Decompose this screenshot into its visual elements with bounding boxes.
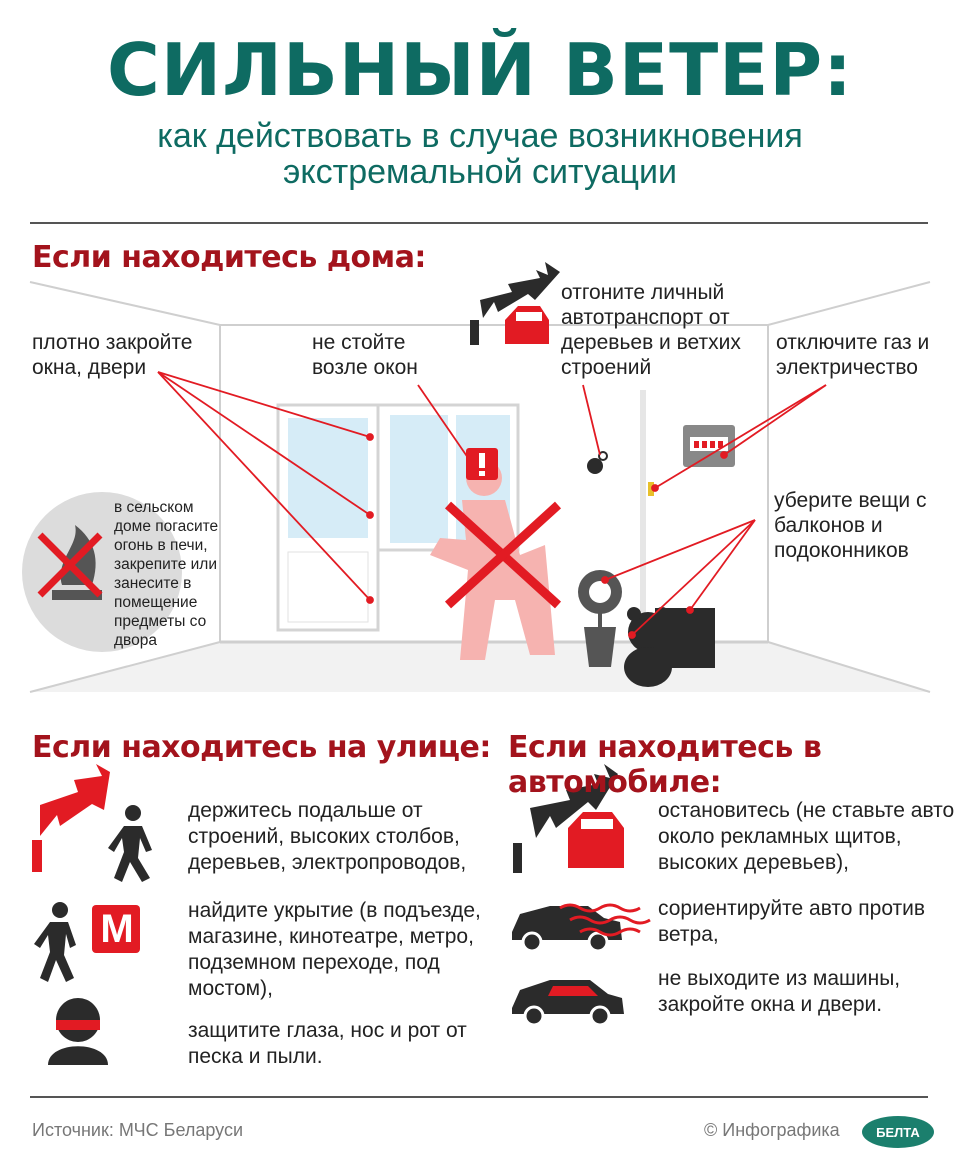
bottom-divider <box>30 1096 928 1098</box>
walking-person-icon <box>108 805 152 882</box>
note-line: электричество <box>776 356 918 379</box>
item-line: закройте окна и двери. <box>658 993 883 1016</box>
item-line: ветра, <box>658 923 719 946</box>
note-line: строений <box>561 356 652 379</box>
note-line: подоконников <box>774 539 909 562</box>
car-item-3 <box>658 966 900 1018</box>
item-line: высоких деревьев), <box>658 851 849 874</box>
box-icon <box>655 608 715 668</box>
rural-line: закрепите или <box>114 556 218 573</box>
masked-face-icon <box>48 998 108 1065</box>
note-rural <box>114 498 218 650</box>
note-line: отключите газ и <box>776 331 930 354</box>
closed-car-icon <box>512 980 624 1025</box>
street-item-1 <box>188 798 466 876</box>
note-line: деревьев и ветхих <box>561 331 741 354</box>
tree-over-car-icon <box>470 262 560 345</box>
subtitle-line-1: как действовать в случае возникновения <box>157 117 803 155</box>
item-line: мостом), <box>188 977 273 1000</box>
car-keys-icon <box>587 452 607 474</box>
note-line: плотно закройте <box>32 331 193 354</box>
note-stand <box>312 330 418 380</box>
item-line: строений, высоких столбов, <box>188 825 460 848</box>
car-heading: Если находитесь в автомобиле: <box>508 730 822 800</box>
warning-icon <box>466 448 498 480</box>
page-title: СИЛЬНЫЙ ВЕТЕР: <box>107 28 853 112</box>
source-text: Источник: МЧС Беларуси <box>32 1120 244 1140</box>
rural-line: предметы со <box>114 613 207 630</box>
item-line: магазине, кинотеатре, метро, <box>188 925 474 948</box>
note-line: балконов и <box>774 514 883 537</box>
credit-text: © Инфографика <box>704 1120 840 1140</box>
note-line: не стойте <box>312 331 406 354</box>
rural-line: двора <box>114 632 157 649</box>
street-heading: Если находитесь на улице: <box>32 730 491 765</box>
note-line: уберите вещи с <box>774 489 927 512</box>
item-line: защитите глаза, нос и рот от <box>188 1019 467 1042</box>
note-gas <box>776 330 929 380</box>
note-balcony <box>774 488 926 563</box>
item-line: сориентируйте авто против <box>658 897 926 920</box>
rural-line: помещение <box>114 594 198 611</box>
item-line: около рекламных щитов, <box>658 825 902 848</box>
note-line: отгоните личный <box>561 281 725 304</box>
note-line: автотранспорт от <box>561 306 730 329</box>
car-against-wind-icon <box>512 905 650 951</box>
rural-line: занесите в <box>114 575 192 592</box>
item-line: не выходите из машины, <box>658 967 901 990</box>
home-heading: Если находитесь дома: <box>32 240 426 275</box>
rural-line: в сельском <box>114 499 194 516</box>
note-windows <box>32 330 192 380</box>
rural-line: доме погасите <box>114 518 219 535</box>
rural-line: огонь в печи, <box>114 537 208 554</box>
car-item-1 <box>658 798 954 876</box>
item-line: песка и пыли. <box>188 1045 323 1068</box>
item-line: держитесь подальше от <box>188 799 423 822</box>
electric-meter <box>683 425 735 467</box>
note-line: возле окон <box>312 356 418 379</box>
metro-letter: М <box>100 907 134 951</box>
street-item-2 <box>188 898 481 1002</box>
item-line: найдите укрытие (в подъезде, <box>188 899 481 922</box>
street-item-3 <box>188 1018 467 1070</box>
falling-tree-icon <box>32 764 110 872</box>
item-line: деревьев, электропроводов, <box>188 851 467 874</box>
item-line: подземном переходе, под <box>188 951 440 974</box>
subtitle-line-2: экстремальной ситуации <box>283 153 677 191</box>
note-car <box>561 280 741 380</box>
car-item-2 <box>658 896 925 948</box>
belta-logo: БЕЛТА <box>862 1116 934 1148</box>
walking-person-2-icon <box>34 902 76 982</box>
note-line: окна, двери <box>32 356 147 379</box>
item-line: остановитесь (не ставьте авто <box>658 799 955 822</box>
